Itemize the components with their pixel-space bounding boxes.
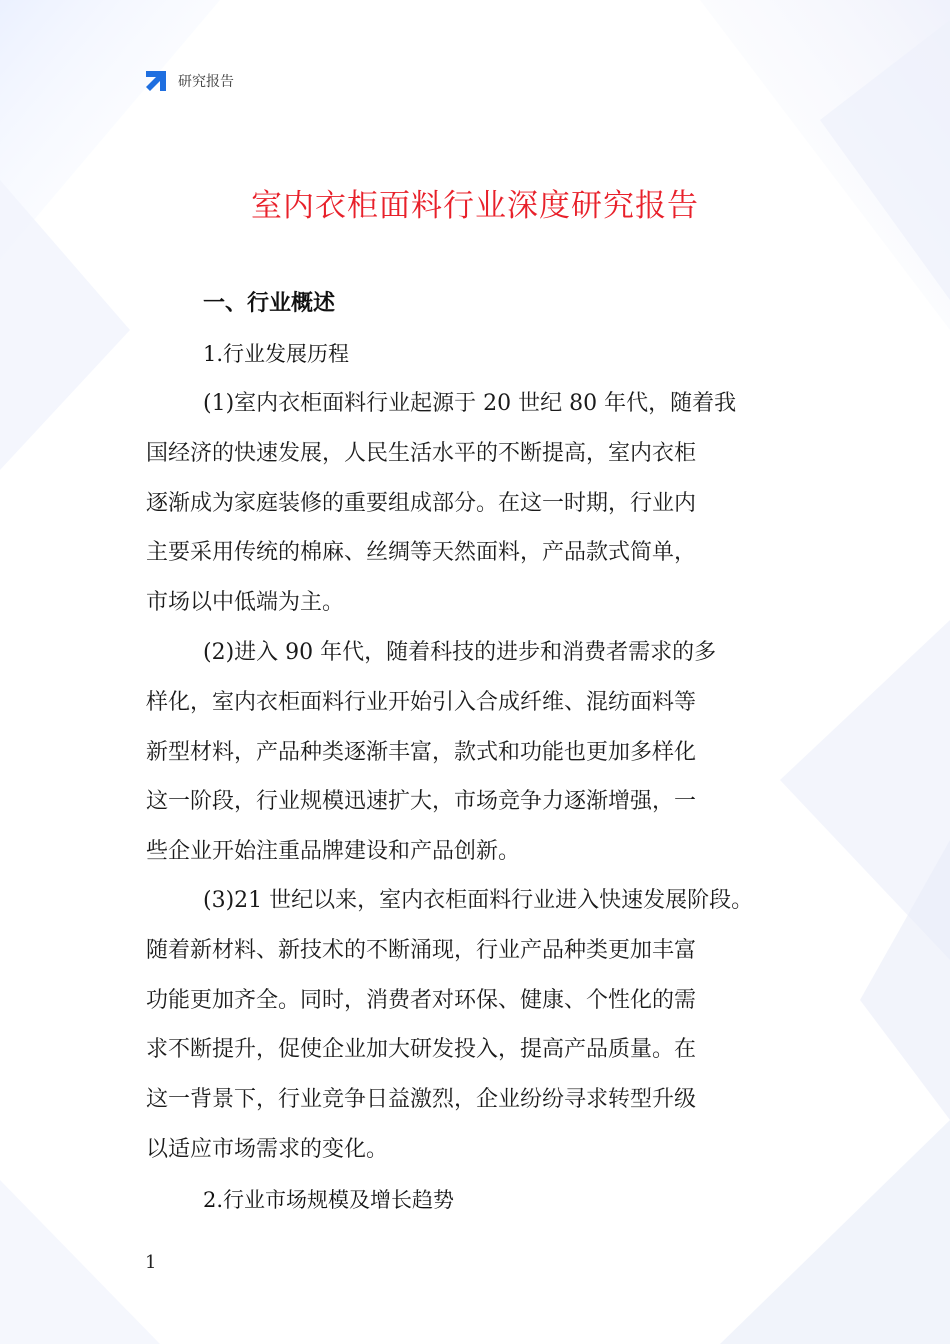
paragraph-line: 国经济的快速发展，人民生活水平的不断提高，室内衣柜 [146, 440, 697, 466]
paragraph-line: (1)室内衣柜面料行业起源于 20 世纪 80 年代，随着我 [203, 391, 737, 416]
paragraph-line: 些企业开始注重品牌建设和产品创新。 [146, 839, 521, 865]
page-number: 1 [145, 1252, 157, 1273]
paragraph-1 [146, 379, 812, 628]
paragraph-line: (3)21 世纪以来，室内衣柜面料行业进入快速发展阶段。 [203, 888, 754, 913]
paragraph-line: 主要采用传统的棉麻、丝绸等天然面料，产品款式简单， [146, 540, 697, 566]
arrow-up-right-icon [143, 68, 169, 94]
paragraph-line: 新型材料，产品种类逐渐丰富，款式和功能也更加多样化 [146, 739, 697, 765]
document-title: 室内衣柜面料行业深度研究报告 [251, 188, 699, 224]
paragraph-3 [146, 876, 812, 1175]
subsection-heading-2: 2.行业市场规模及增长趋势 [203, 1188, 455, 1212]
paragraph-line: (2)进入 90 年代，随着科技的进步和消费者需求的多 [203, 640, 717, 665]
paragraph-line: 求不断提升，促使企业加大研发投入，提高产品质量。在 [146, 1037, 697, 1063]
report-header [143, 68, 234, 94]
paragraph-2 [146, 628, 812, 877]
paragraph-line: 这一背景下，行业竞争日益激烈，企业纷纷寻求转型升级 [146, 1087, 697, 1113]
section-heading: 一、行业概述 [203, 291, 336, 316]
paragraph-line: 逐渐成为家庭装修的重要组成部分。在这一时期，行业内 [146, 490, 697, 516]
paragraph-line: 市场以中低端为主。 [146, 590, 345, 616]
paragraph-line: 功能更加齐全。同时，消费者对环保、健康、个性化的需 [146, 987, 697, 1013]
subsection-heading-1: 1.行业发展历程 [203, 342, 350, 366]
paragraph-line: 以适应市场需求的变化。 [146, 1136, 389, 1162]
paragraph-line: 随着新材料、新技术的不断涌现，行业产品种类更加丰富 [146, 937, 697, 963]
paragraph-line: 样化，室内衣柜面料行业开始引入合成纤维、混纺面料等 [146, 689, 697, 715]
paragraph-line: 这一阶段，行业规模迅速扩大，市场竞争力逐渐增强，一 [146, 789, 697, 815]
header-label: 研究报告 [178, 74, 234, 90]
